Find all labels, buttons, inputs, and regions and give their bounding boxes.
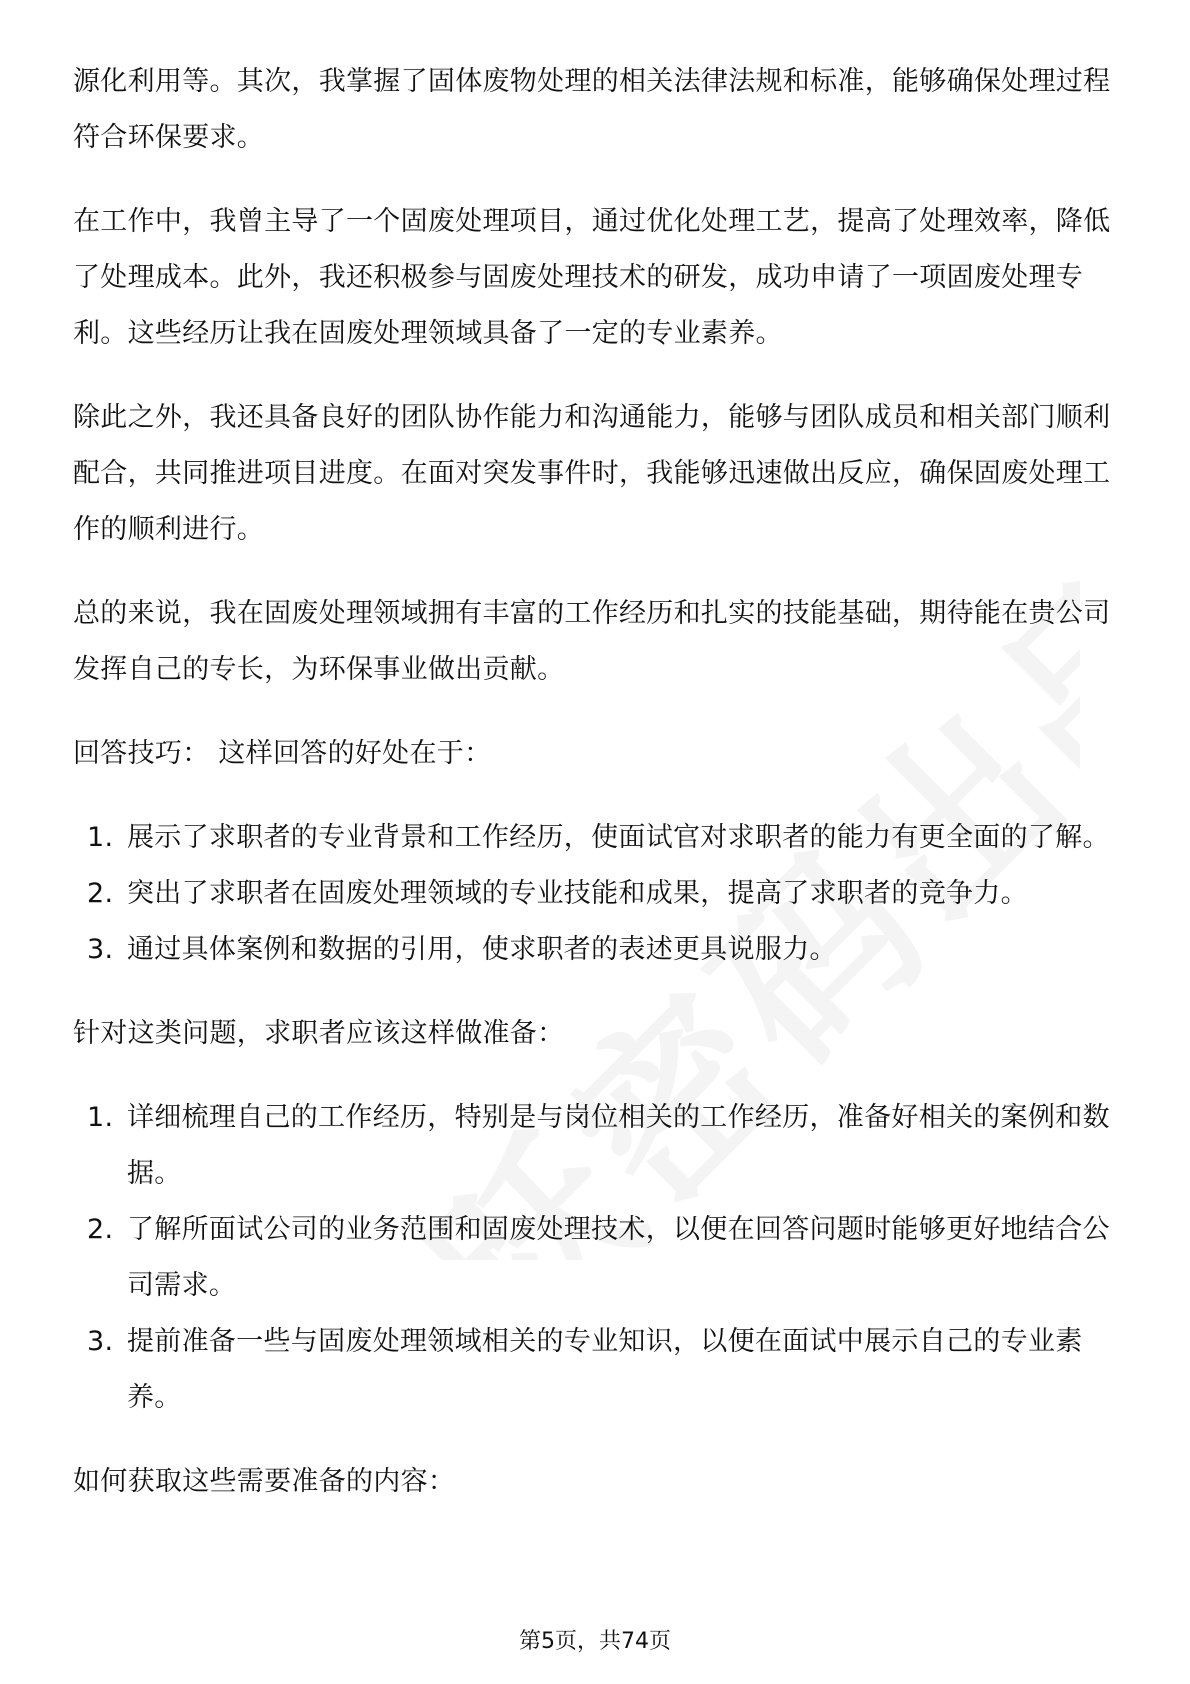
list-item [73,1090,1123,1202]
prep-heading: 针对这类问题，求职者应该这样做准备： [73,1018,565,1049]
list-text: 提前准备一些与固废处理领域相关的专业知识，以便在面试中展示自己的专业素养。 [127,1326,1083,1413]
prep-list [73,1090,1123,1426]
list-item [73,866,1123,922]
list-number: 2. [87,1214,114,1245]
list-number: 3. [87,1326,114,1357]
list-text: 通过具体案例和数据的引用，使求职者的表述更具说服力。 [127,934,837,965]
document-body [73,54,1123,1538]
list-number: 2. [87,878,114,909]
list-text: 了解所面试公司的业务范围和固废处理技术，以便在回答问题时能够更好地结合公司需求。 [127,1214,1110,1301]
closing-heading: 如何获取这些需要准备的内容： [73,1466,456,1497]
list-text: 展示了求职者的专业背景和工作经历，使面试官对求职者的能力有更全面的了解。 [127,822,1110,853]
list-number: 3. [87,934,114,965]
paragraph: 源化利用等。其次，我掌握了固体废物处理的相关法律法规和标准，能够确保处理过程符合环保要求。 [73,66,1111,153]
list-item [73,922,1123,978]
paragraph: 除此之外，我还具备良好的团队协作能力和沟通能力，能够与团队成员和相关部门顺利配合，共同推进项目进度。在面对突发事件时，我能够迅速做出反应，确保固废处理工作的顺利进行。 [73,402,1111,545]
list-number: 1. [87,1102,114,1133]
paragraph: 在工作中，我曾主导了一个固废处理项目，通过优化处理工艺，提高了处理效率，降低了处理成本。此外，我还积极参与固废处理技术的研发，成功申请了一项固废处理专利。这些经历让我在固废处理领域具备了一定的专业素养。 [73,206,1111,349]
list-text: 详细梳理自己的工作经历，特别是与岗位相关的工作经历，准备好相关的案例和数据。 [127,1102,1110,1189]
paragraph: 总的来说，我在固废处理领域拥有丰富的工作经历和扎实的技能基础，期待能在贵公司发挥自己的专长，为环保事业做出贡献。 [73,598,1111,685]
list-number: 1. [87,822,114,853]
list-item [73,1202,1123,1314]
list-text: 突出了求职者在固废处理领域的专业技能和成果，提高了求职者的竞争力。 [127,878,1028,909]
list-item [73,1314,1123,1426]
tips-heading: 回答技巧： 这样回答的好处在于： [73,738,492,769]
list-item [73,810,1123,866]
page-footer: 第5页，共74页 [519,1629,671,1654]
tips-list [73,810,1123,978]
